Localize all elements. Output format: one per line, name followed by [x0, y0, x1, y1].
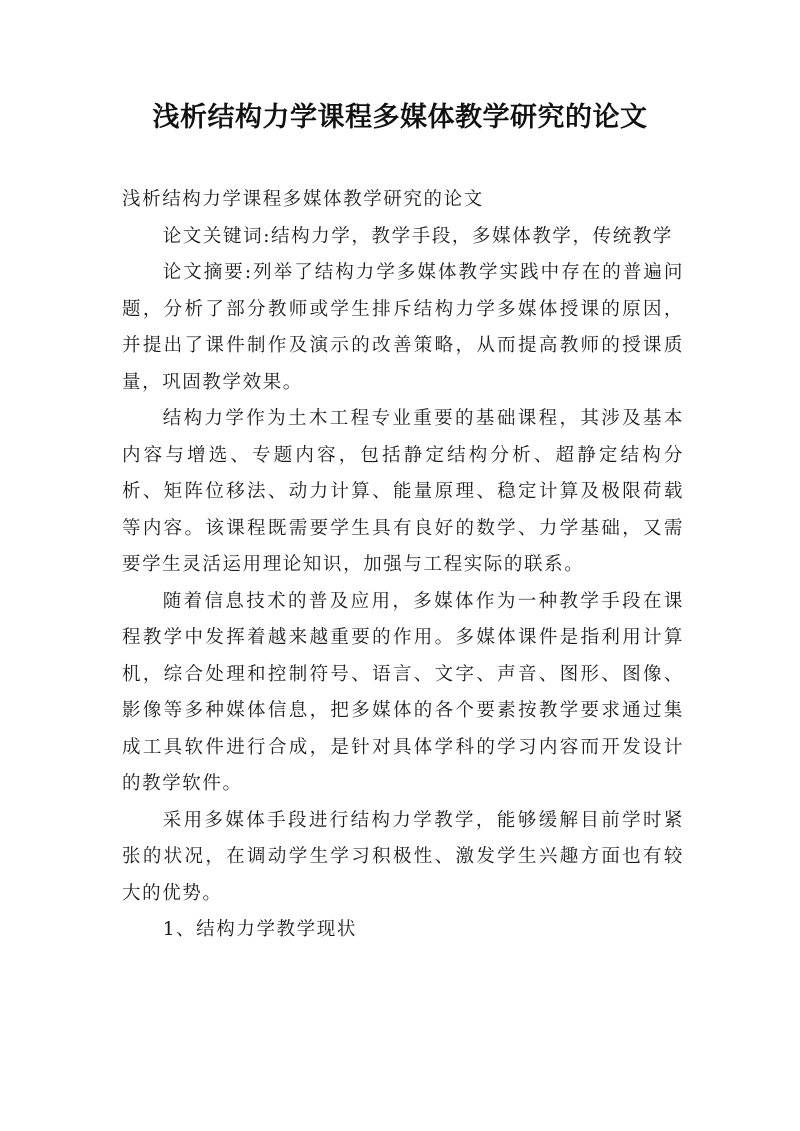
- section-heading: 1、结构力学教学现状: [162, 919, 357, 940]
- body-paragraph: 采用多媒体手段进行结构力学教学，能够缓解目前学时紧张的状况，在调动学生学习积极性、激发学生兴趣方面也有较大的优势。: [122, 809, 684, 904]
- document-title: 浅析结构力学课程多媒体教学研究的论文: [152, 102, 648, 133]
- body-paragraph: 随着信息技术的普及应用，多媒体作为一种教学手段在课程教学中发挥着越来越重要的作用。多媒体课件是指利用计算机，综合处理和控制符号、语言、文字、声音、图形、图像、影像等多种媒体信息，把多媒体的各个要素按教学要求通过集成工具软件进行合成，是针对具体学科的学习内容而开发设计的教学软件。: [122, 590, 684, 794]
- body-paragraph: 结构力学作为土木工程专业重要的基础课程，其涉及基本内容与增选、专题内容，包括静定结构分析、超静定结构分析、矩阵位移法、动力计算、能量原理、稳定计算及极限荷载等内容。该课程既需要学生具有良好的数学、力学基础，又需要学生灵活运用理论知识，加强与工程实际的联系。: [122, 408, 684, 575]
- keywords-paragraph: 论文关键词:结构力学，教学手段，多媒体教学，传统教学: [162, 225, 674, 247]
- abstract-paragraph: 论文摘要:列举了结构力学多媒体教学实践中存在的普遍问题，分析了部分教师或学生排斥结构力学多媒体授课的原因，并提出了课件制作及演示的改善策略，从而提高教师的授课质量，巩固教学效果。: [122, 262, 684, 393]
- subtitle-paragraph: 浅析结构力学课程多媒体教学研究的论文: [122, 189, 484, 210]
- document-body: [122, 182, 684, 949]
